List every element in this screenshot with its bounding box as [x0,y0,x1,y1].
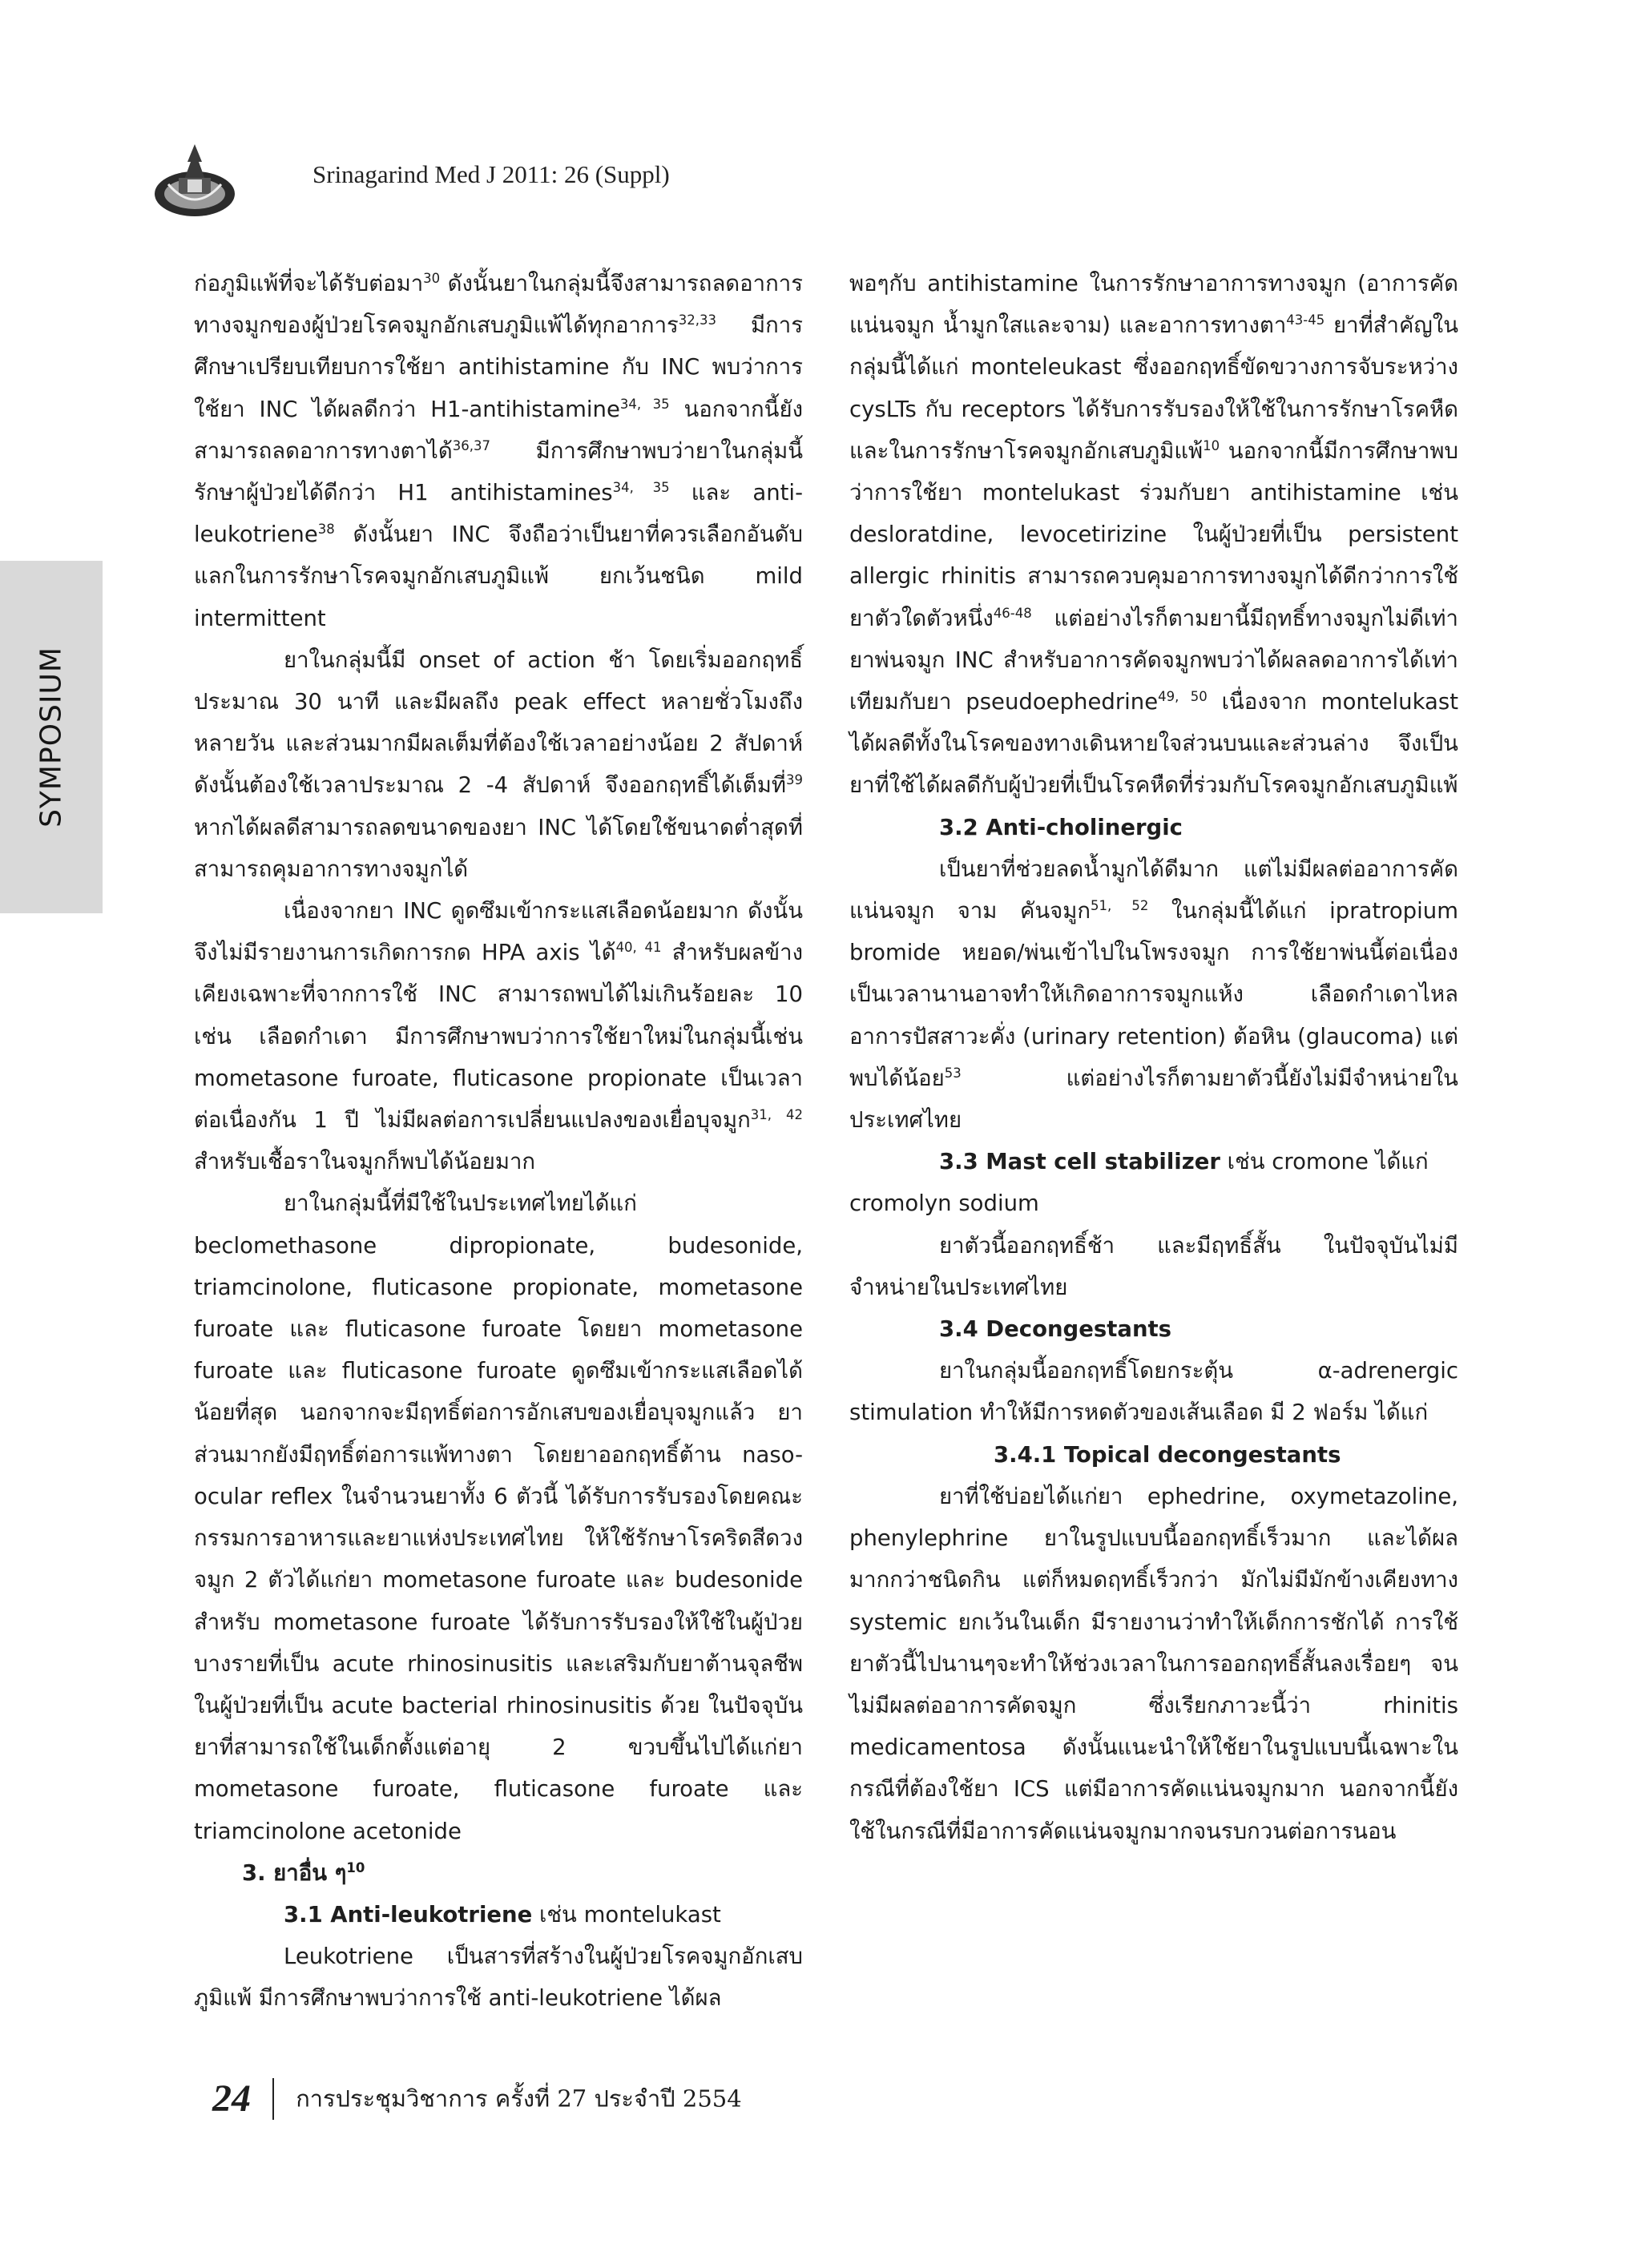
paragraph [849,1476,1458,1852]
text-run: เนื่องจาก montelukast ได้ผลดีทั้งในโรคของทางเดินหายใจส่วนบนและส่วนล่าง จึงเป็นยาที่ใช้ได้ผลดีกับผู้ป่วยที่เป็นโรคหืดที่ร่วมกับโรคจมูกอักเสบภูมิแพ้ [849,689,1458,799]
section-heading [849,1308,1458,1350]
citation-reference: 36,37 [452,437,490,453]
citation-reference: 53 [944,1065,962,1081]
text-run: พอๆกับ antihistamine ในการรักษาอาการทางจมูก (อาการคัดแน่นจมูก น้ำมูกใสและจาม) และอาการทางตา [849,271,1458,339]
text-run: เป็นยาที่ช่วยลดน้ำมูกได้ดีมาก แต่ไม่มีผลต่ออาการคัดแน่นจมูก จาม คันจมูก [849,856,1458,925]
text-run: เนื่องจากยา INC ดูดซึมเข้ากระแสเลือดน้อยมาก ดังนั้นจึงไม่มีรายงานการเกิดการกด HPA axis ได้ [194,898,803,966]
text-run: ดังนั้นยาในกลุ่มนี้จึงสามารถลดอาการทางจมูกของผู้ป่วยโรคจมูกอักเสบภูมิแพ้ได้ทุกอาการ [194,271,803,339]
text-run: ยาในกลุ่มนี้มี onset of action ช้า โดยเริ่มออกฤทธิ์ประมาณ 30 นาที และมีผลถึง peak effect หลายชั่วโมงถึงหลายวัน และส่วนมากมีผลเต็มที่ต้องใช้เวลาอย่างน้อย 2 สัปดาห์ ดังนั้นต้องใช้เวลาประมาณ 2 -4 สัปดาห์ จึงออกฤทธิ์ได้เต็มที่ [194,647,803,799]
text-run: เช่น montelukast [532,1901,721,1928]
text-run: ยาในกลุ่มนี้ที่มีใช้ในประเทศไทยได้แก่ beclomethasone dipropionate, budesonide, triamcinolone, fluticasone propionate, mometasone furoate และ fluticasone furoate โดยยา mometasone furoate และ fluticasone furoate ดูดซึมเข้ากระแสเลือดได้น้อยที่สุด นอกจากจะมีฤทธิ์ต่อการอักเสบของเยื่อบุจมูกแล้ว ยาส่วนมากยังมีฤทธิ์ต่อการแพ้ทางตา โดยยาออกฤทธิ์ต้าน naso-ocular reflex ในจำนวนยาทั้ง 6 ตัวนี้ ได้รับการรับรองโดยคณะกรรมการอาหารและยาแห่งประเทศไทย ให้ใช้รักษาโรคริดสีดวงจมูก 2 ตัวได้แก่ยา mometasone furoate และ budesonide สำหรับ mometasone furoate ได้รับการรับรองให้ใช้ในผู้ป่วยบางรายที่เป็น acute rhinosinusitis และเสริมกับยาต้านจุลชีพในผู้ป่วยที่เป็น acute bacterial rhinosinusitis ด้วย ในปัจจุบันยาที่สามารถใช้ในเด็กตั้งแต่อายุ 2 ขวบขึ้นไปได้แก่ยา mometasone furoate, fluticasone furoate และ triamcinolone acetonide [194,1190,803,1844]
citation-reference: 46-48 [993,605,1032,621]
paragraph [849,1182,1458,1224]
text-run: แต่อย่างไรก็ตามยานี้มีฤทธิ์ทางจมูกไม่ดีเท่ายาพ่นจมูก INC สำหรับอาการคัดจมูกพบว่าได้ผลลดอาการได้เท่าเทียมกับยา pseudoephedrine [849,605,1458,715]
left-column [194,263,803,2020]
citation-reference: 40, 41 [615,940,662,956]
citation-reference: 43-45 [1286,312,1325,328]
section-heading [194,1852,803,1894]
footer-divider [272,2078,274,2120]
text-run: cromolyn sodium [849,1190,1039,1217]
text-run: ก่อภูมิแพ้ที่จะได้รับต่อมา [194,271,424,296]
section-tab-label: SYMPOSIUM [34,647,68,828]
page-header [152,138,873,226]
text-run: และ anti-leukotriene [194,480,803,548]
paragraph [194,890,803,1182]
section-heading [849,807,1458,848]
text-run: ยาตัวนี้ออกฤทธิ์ช้า และมีฤทธิ์สั้น ในปัจจุบันไม่มีจำหน่ายในประเทศไทย [849,1232,1458,1300]
text-run: 3.4.1 Topical decongestants [994,1441,1341,1468]
text-run: ในกลุ่มนี้ได้แก่ ipratropium bromide หยอด/พ่นเข้าไปในโพรงจมูก การใช้ยาพ่นนี้ต่อเนื่องเป็นเวลานานอาจทำให้เกิดอาการจมูกแห้ง เลือดกำเดาไหล อาการปัสสาวะคั่ง (urinary retention) ต้อหิน (glaucoma) แต่พบได้น้อย [849,898,1458,1091]
right-column [849,263,1458,1852]
paragraph [849,263,1458,807]
text-run: 3.3 Mast cell stabilizer [939,1149,1220,1175]
paragraph [849,1225,1458,1308]
citation-reference: 10 [1203,437,1220,453]
paragraph [194,263,803,639]
journal-citation: Srinagarind Med J 2011: 26 (Suppl) [312,160,670,188]
text-run: นอกจากนี้ยังสามารถลดอาการทางตาได้ [194,396,803,464]
text-run: มีการศึกษาเปรียบเทียบการใช้ยา antihistamine กับ INC พบว่าการใช้ยา INC ได้ผลดีกว่า H1-antihistamine [194,312,803,422]
text-run: เช่น cromone ได้แก่ [1220,1149,1429,1175]
text-run: สำหรับผลข้างเคียงเฉพาะที่จากการใช้ INC สามารถพบได้ไม่เกินร้อยละ 10 เช่น เลือดกำเดา มีการศึกษาพบว่าการใช้ยาใหม่ในกลุ่มนี้เช่น mometasone furoate, fluticasone propionate เป็นเวลาต่อเนื่องกัน 1 ปี ไม่มีผลต่อการเปลี่ยนแปลงของเยื่อบุจมูก [194,940,803,1134]
citation-reference: 10 [346,1859,365,1875]
citation-reference: 39 [786,772,803,788]
section-tab [0,561,103,913]
text-run: 3.2 Anti-cholinergic [939,814,1183,840]
university-seal-icon [152,138,237,218]
citation-reference: 38 [317,522,335,538]
text-run: 3.1 Anti-leukotriene [284,1901,533,1928]
text-run: สำหรับเชื้อราในจมูกก็พบได้น้อยมาก [194,1149,536,1175]
text-run: ยาที่สำคัญในกลุ่มนี้ได้แก่ monteleukast ซึ่งออกฤทธิ์ขัดขวางการจับระหว่าง cysLTs กับ receptors ได้รับการรับรองให้ใช้ในการรักษาโรคหืด และในการรักษาโรคจมูกอักเสบภูมิแพ้ [849,312,1458,464]
paragraph [194,1182,803,1851]
text-run: แต่อย่างไรก็ตามยาตัวนี้ยังไม่มีจำหน่ายในประเทศไทย [849,1065,1458,1134]
text-run: มีการศึกษาพบว่ายาในกลุ่มนี้รักษาผู้ป่วยได้ดีกว่า H1 antihistamines [194,437,803,506]
paragraph [194,1936,803,2019]
text-run: Leukotriene เป็นสารที่สร้างในผู้ป่วยโรคจมูกอักเสบภูมิแพ้ มีการศึกษาพบว่าการใช้ anti-leukotriene ได้ผล [194,1944,803,2012]
text-run: ยาที่ใช้บ่อยได้แก่ยา ephedrine, oxymetazoline, phenylephrine ยาในรูปแบบนี้ออกฤทธิ์เร็วมาก และได้ผลมากกว่าชนิดกิน แต่ก็หมดฤทธิ์เร็วกว่า มักไม่มีมักข้างเคียงทาง systemic ยกเว้นในเด็ก มีรายงานว่าทำให้เด็กการชักได้ การใช้ยาตัวนี้ไปนานๆจะทำให้ช่วงเวลาในการออกฤทธิ์สั้นลงเรื่อยๆ จนไม่มีผลต่ออาการคัดจมูก ซึ่งเรียกภาวะนี้ว่า rhinitis medicamentosa ดังนั้นแนะนำให้ใช้ยาในรูปแบบนี้เฉพาะในกรณีที่ต้องใช้ยา ICS แต่มีอาการคัดแน่นจมูกมาก นอกจากนี้ยังใช้ในกรณีที่มีอาการคัดแน่นจมูกมากจนรบกวนต่อการนอน [849,1483,1458,1844]
page-footer [212,2077,742,2125]
citation-reference: 32,33 [678,312,717,328]
citation-reference: 34, 35 [619,396,670,412]
section-heading [849,1434,1458,1476]
page-number: 24 [212,2077,251,2120]
text-run: นอกจากนี้มีการศึกษาพบว่าการใช้ยา montelukast ร่วมกับยา antihistamine เช่น desloratdine, levocetirizine ในผู้ป่วยที่เป็น persistent allergic rhinitis สามารถควบคุมอาการทางจมูกได้ดีกว่าการใช้ยาตัวใดตัวหนึ่ง [849,437,1458,631]
paragraph [849,848,1458,1141]
paragraph [849,1350,1458,1433]
citation-reference: 30 [423,270,441,286]
section-heading [849,1141,1458,1182]
citation-reference: 49, 50 [1158,688,1208,704]
section-heading [194,1894,803,1936]
text-run: 3.4 Decongestants [939,1316,1172,1343]
citation-reference: 51, 52 [1091,897,1149,913]
citation-reference: 31, 42 [750,1106,803,1122]
text-run: ดังนั้นยา INC จึงถือว่าเป็นยาที่ควรเลือกอันดับแลกในการรักษาโรคจมูกอักเสบภูมิแพ้ ยกเว้นชนิด mild intermittent [194,522,803,631]
conference-title: การประชุมวิชาการ ครั้งที่ 27 ประจำปี 2554 [296,2085,742,2113]
paragraph [194,639,803,890]
text-run: 3. ยาอื่น ๆ [242,1859,347,1886]
text-run: ยาในกลุ่มนี้ออกฤทธิ์โดยกระตุ้น α-adrenergic stimulation ทำให้มีการหดตัวของเส้นเลือด มี 2 ฟอร์ม ได้แก่ [849,1358,1458,1426]
text-run: หากได้ผลดีสามารถลดขนาดของยา INC ได้โดยใช้ขนาดต่ำสุดที่สามารถคุมอาการทางจมูกได้ [194,814,803,882]
citation-reference: 34, 35 [612,479,670,495]
